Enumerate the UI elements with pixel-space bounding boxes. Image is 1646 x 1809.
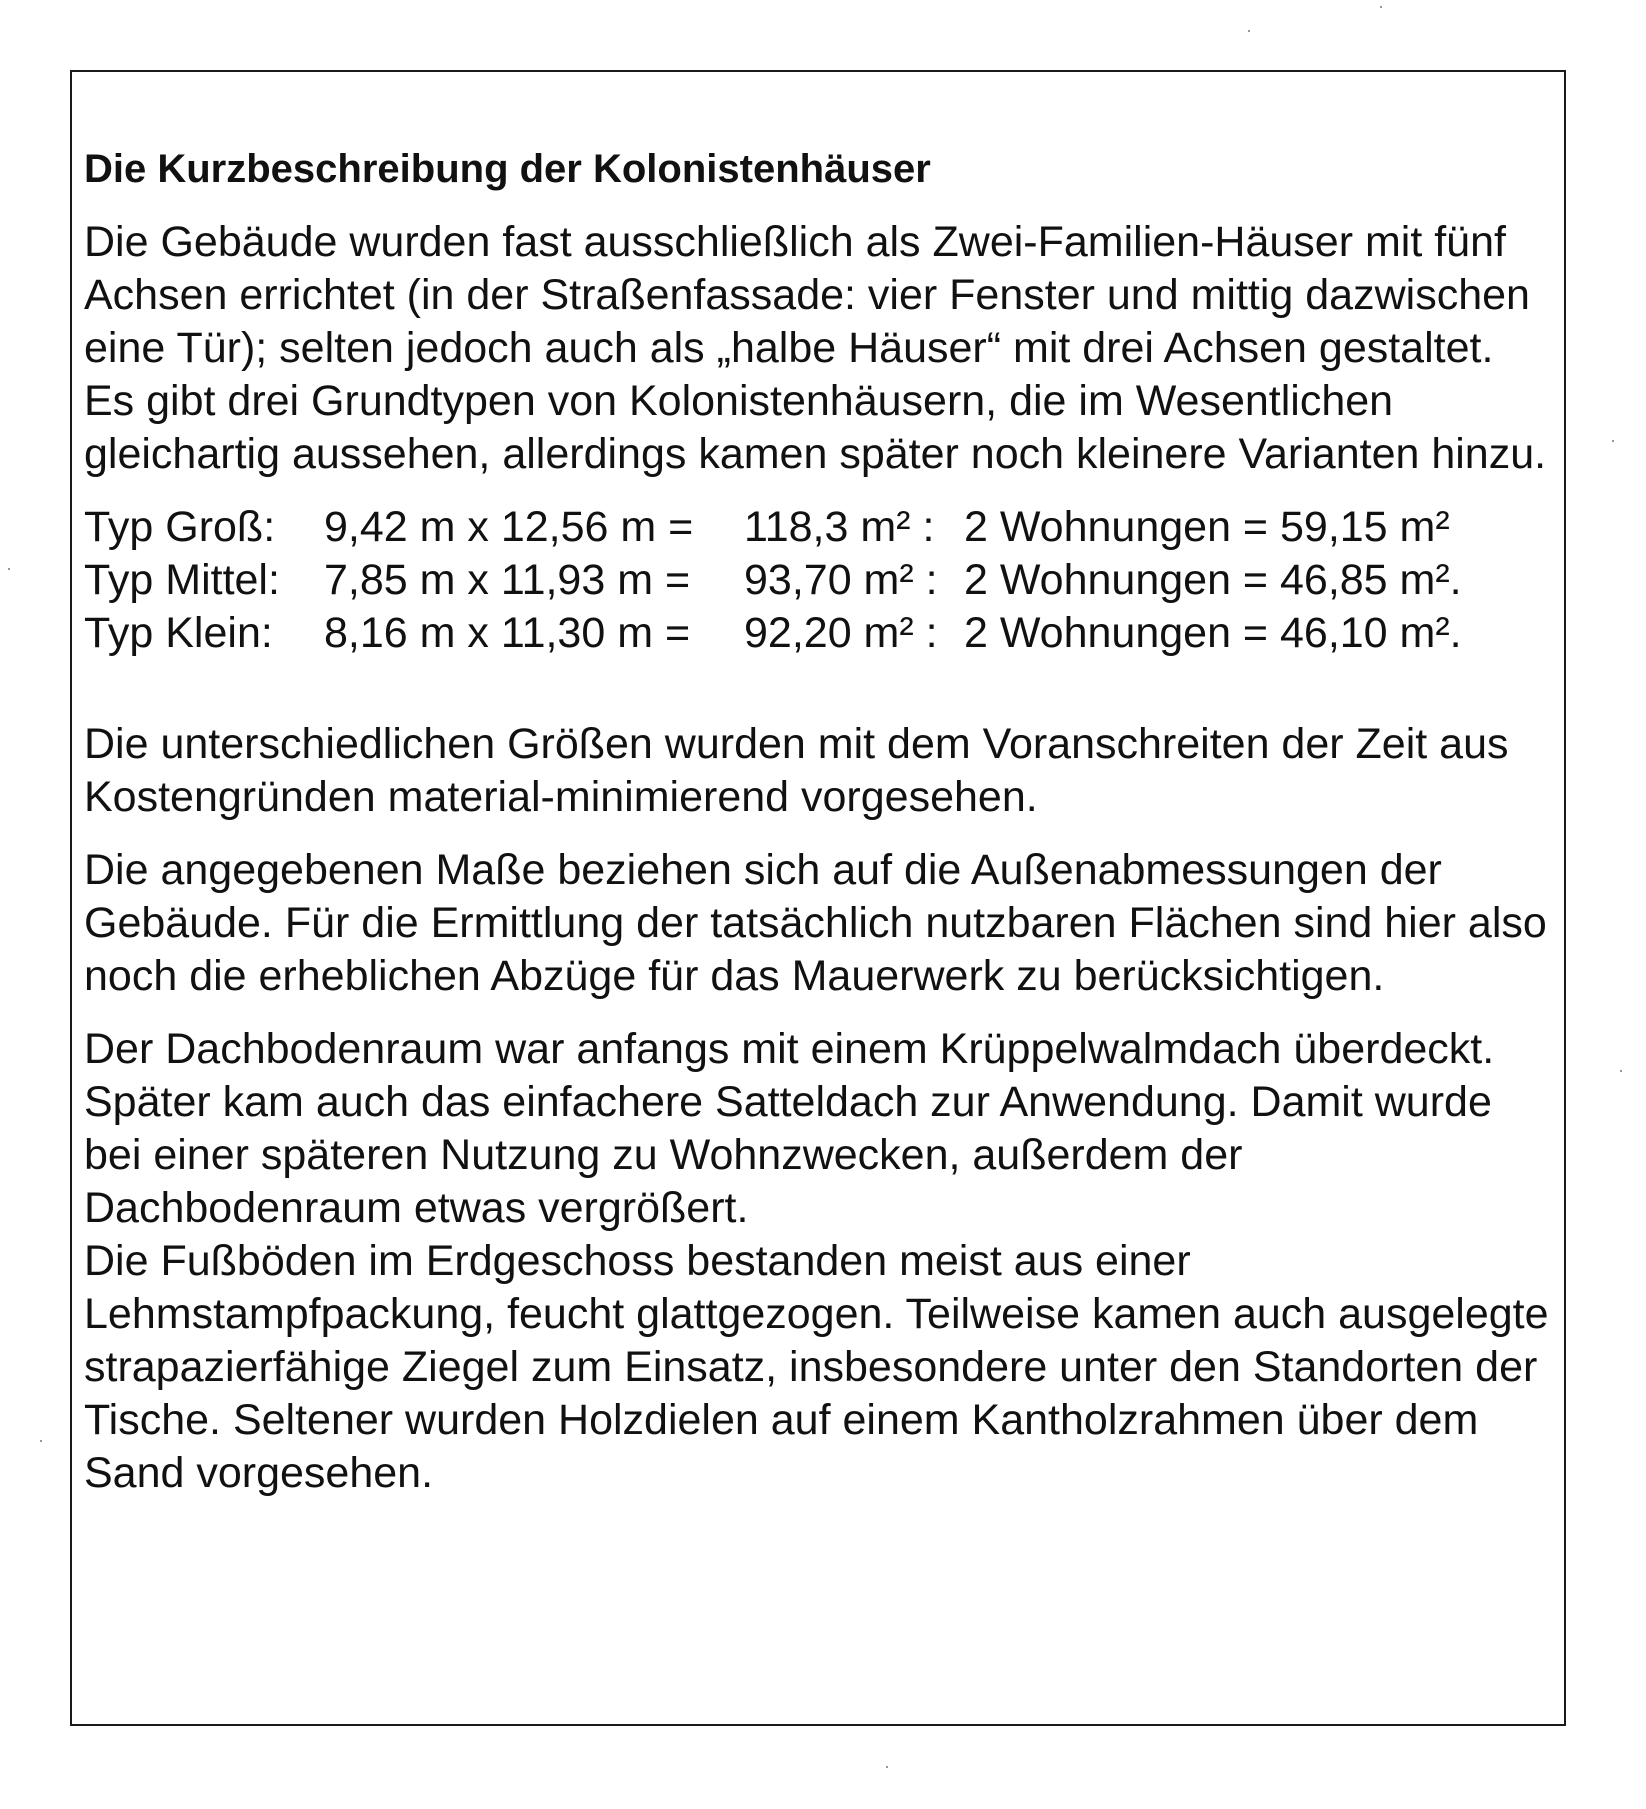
paragraph-sizes: Die unterschiedlichen Größen wurden mit dem Voranschreiten der Zeit aus Kostengründen material-minimierend vorgesehen.: [84, 720, 1509, 821]
paragraph-measures: Die angegebenen Maße beziehen sich auf die Außenabmessungen der Gebäude. Für die Ermittlung der tatsächlich nutzbaren Flächen sind hier also noch die erheblichen Abzüge für das Mauerwerk zu berücksichtigen.: [84, 846, 1547, 1000]
house-types-list: [84, 501, 1554, 660]
scan-speck: [886, 1766, 888, 1768]
type-name: Typ Groß:: [84, 503, 276, 551]
scan-speck: [1248, 30, 1250, 32]
type-dimensions: 7,85 m x 11,93 m =: [324, 556, 691, 604]
text-box-content: [84, 142, 1554, 1500]
house-type-row-klein: [84, 607, 1554, 660]
type-units: 2 Wohnungen = 59,15 m²: [964, 503, 1450, 551]
scan-speck: [40, 1440, 42, 1442]
type-name: Typ Mittel:: [84, 556, 280, 604]
type-units: 2 Wohnungen = 46,10 m².: [964, 609, 1462, 657]
text-box-frame: [70, 70, 1566, 1726]
type-area: 92,20 m² :: [744, 609, 938, 657]
type-area: 118,3 m² :: [744, 503, 935, 551]
type-name: Typ Klein:: [84, 609, 273, 657]
house-type-row-mittel: [84, 554, 1554, 607]
paragraph-basic-types: Es gibt drei Grundtypen von Kolonistenhäusern, die im Wesentlichen gleichartig aussehen, allerdings kamen später noch kleinere Varianten hinzu.: [84, 377, 1547, 478]
type-dimensions: 9,42 m x 12,56 m =: [324, 503, 694, 551]
scan-speck: [1612, 440, 1614, 442]
paragraph-roof: Der Dachbodenraum war anfangs mit einem Krüppelwalmdach überdeckt. Später kam auch das einfachere Satteldach zur Anwendung. Damit wurde bei einer späteren Nutzung zu Wohnzwecken, außerdem der Dachbodenraum etwas vergrößert.: [84, 1025, 1495, 1232]
scan-speck: [8, 568, 10, 570]
type-area: 93,70 m² :: [744, 556, 938, 604]
paragraph-building-description: Die Gebäude wurden fast ausschließlich als Zwei-Familien-Häuser mit fünf Achsen errichtet (in der Straßenfassade: vier Fenster und mittig dazwischen eine Tür); selten jedoch auch als „halbe Häuser“ mit drei Achsen gestaltet.: [84, 218, 1530, 372]
scan-speck: [1380, 6, 1382, 8]
type-dimensions: 8,16 m x 11,30 m =: [324, 609, 691, 657]
paragraph-floor: Die Fußböden im Erdgeschoss bestanden meist aus einer Lehmstampfpackung, feucht glattgezogen. Teilweise kamen auch ausgelegte strapazierfähige Ziegel zum Einsatz, insbesondere unter den Standorten der Tische. Seltener wurden Holzdielen auf einem Kantholzrahmen über dem Sand vorgesehen.: [84, 1237, 1549, 1497]
document-title: Die Kurzbeschreibung der Kolonistenhäuser: [84, 147, 931, 191]
scan-speck: [1620, 1070, 1622, 1072]
type-units: 2 Wohnungen = 46,85 m².: [964, 556, 1462, 604]
house-type-row-gross: [84, 501, 1554, 554]
